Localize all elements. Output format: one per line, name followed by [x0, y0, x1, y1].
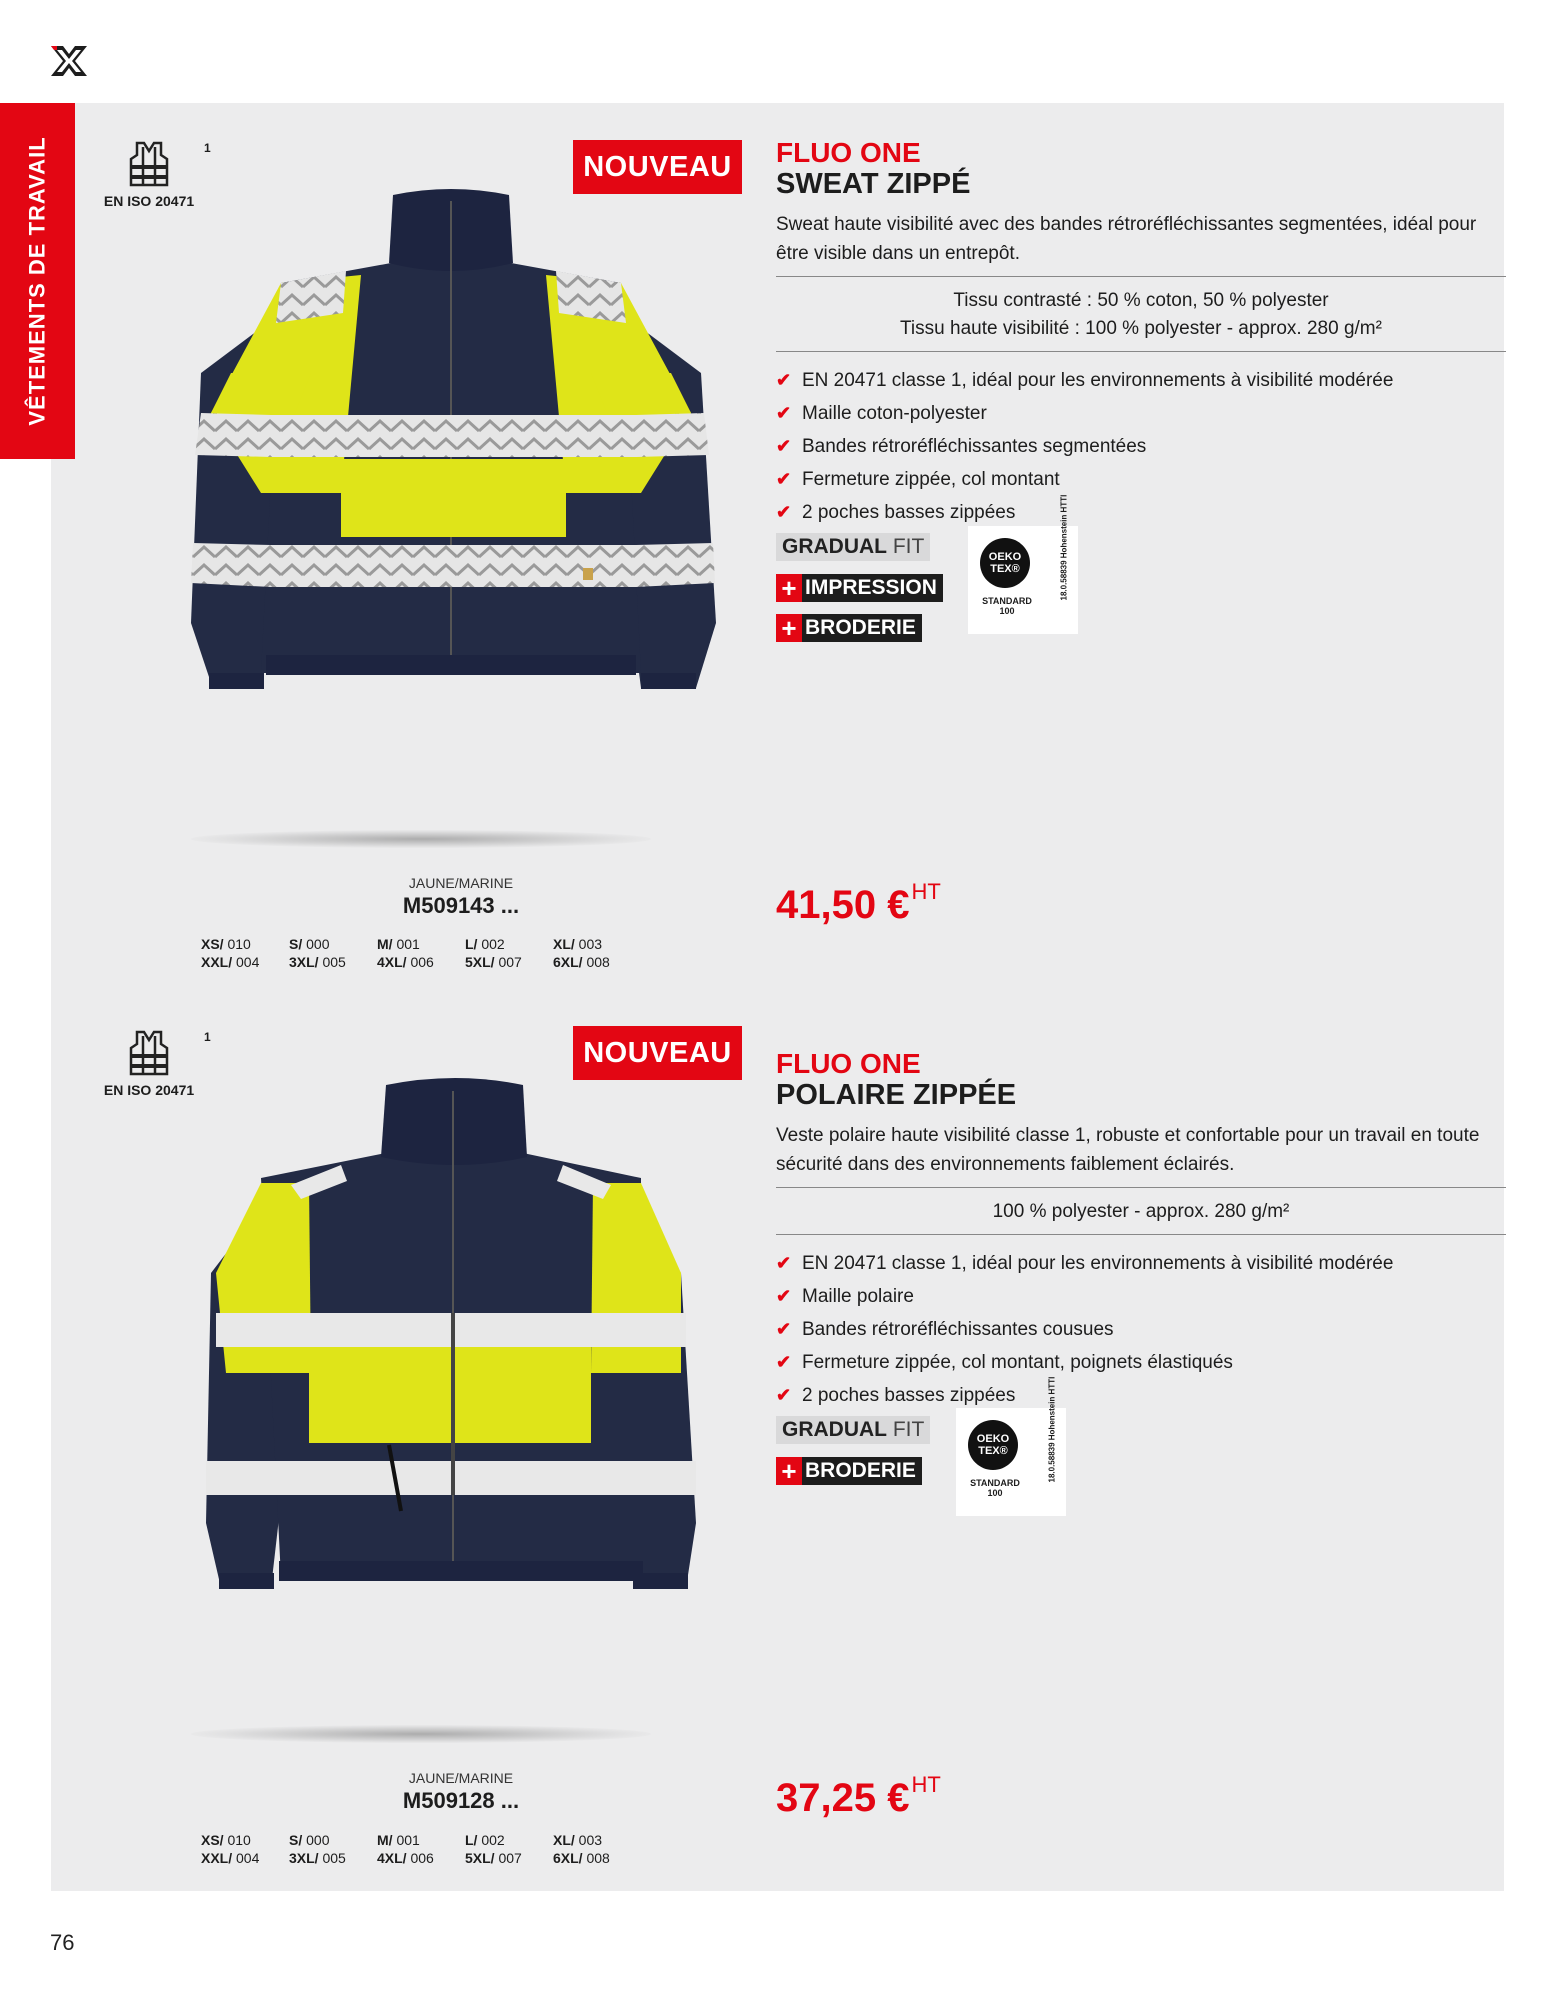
product-price: 37,25 €$^{HT}$: [776, 1772, 941, 1820]
product-reference: M509143 ...: [402, 893, 520, 918]
size-item: XL/ 003: [553, 1832, 603, 1848]
product-line: FLUO ONE: [776, 1048, 921, 1079]
embroidery-tag: + BRODERIE: [776, 1457, 922, 1485]
check-icon: ✔: [776, 436, 792, 456]
size-item: 4XL/ 006: [377, 954, 434, 970]
size-item: 5XL/ 007: [465, 954, 522, 970]
certification-class: 1: [204, 141, 211, 155]
size-item: 4XL/ 006: [377, 1850, 434, 1866]
spec-line: Tissu haute visibilité : 100 % polyester - approx. 280 g/m²: [900, 318, 1382, 339]
feature-item: ✔ Fermeture zippée, col montant: [776, 463, 1506, 496]
size-item: M/ 001: [377, 936, 420, 952]
certification-class: 1: [204, 1030, 211, 1044]
size-item: S/ 000: [289, 936, 330, 952]
spec-line: 100 % polyester - approx. 280 g/m²: [992, 1201, 1290, 1222]
product-title: POLAIRE ZIPPÉE: [776, 1079, 1017, 1111]
product-image-fleece-zip: [171, 1073, 731, 1693]
feature-list: [776, 1247, 1506, 1412]
feature-list: [776, 364, 1506, 529]
print-tag: + IMPRESSION: [776, 574, 943, 602]
feature-item: ✔ EN 20471 classe 1, idéal pour les environnements à visibilité modérée: [776, 364, 1506, 397]
product-shadow: [191, 1725, 651, 1743]
size-item: XS/ 010: [201, 1832, 251, 1848]
size-item: 6XL/ 008: [553, 954, 610, 970]
feature-item: ✔ EN 20471 classe 1, idéal pour les environnements à visibilité modérée: [776, 1247, 1506, 1280]
size-item: 3XL/ 005: [289, 1850, 346, 1866]
product-card: [51, 1003, 1504, 1891]
brand-x-logo-icon: [48, 40, 90, 82]
product-shadow: [191, 830, 651, 848]
page-number: 76: [50, 1930, 75, 1955]
size-grid: [201, 936, 641, 970]
check-icon: ✔: [776, 1352, 792, 1372]
product-description: Veste polaire haute visibilité classe 1, robuste et confortable pour un travail en toute sécurité dans des environnements faiblement éclairés.: [776, 1125, 1480, 1175]
product-info: [776, 138, 1506, 643]
product-line: FLUO ONE: [776, 137, 921, 168]
size-item: XXL/ 004: [201, 1850, 260, 1866]
size-item: L/ 002: [465, 1832, 505, 1848]
check-icon: ✔: [776, 370, 792, 390]
fit-tag: GRADUAL FIT: [776, 533, 930, 561]
size-item: 5XL/ 007: [465, 1850, 522, 1866]
section-side-tab-label: VÊTEMENTS DE TRAVAIL: [24, 136, 50, 426]
new-badge: NOUVEAU: [573, 1026, 742, 1080]
product-title: SWEAT ZIPPÉ: [776, 168, 971, 200]
oeko-tex-logo-icon: OEKO TEX®: [980, 538, 1030, 588]
oeko-tex-logo-icon: OEKO TEX®: [968, 1420, 1018, 1470]
product-description: Sweat haute visibilité avec des bandes rétroréfléchissantes segmentées, idéal pour être visible dans un entrepôt.: [776, 214, 1477, 264]
feature-item: ✔ Fermeture zippée, col montant, poignets élastiqués: [776, 1346, 1506, 1379]
product-image-sweat-zip: [171, 183, 731, 803]
feature-item: ✔ 2 poches basses zippées: [776, 496, 1506, 529]
feature-item: ✔ 2 poches basses zippées: [776, 1379, 1506, 1412]
spec-line: Tissu contrasté : 50 % coton, 50 % polyester: [953, 290, 1329, 311]
color-name: JAUNE/MARINE: [408, 1770, 514, 1786]
feature-item: ✔ Maille polaire: [776, 1280, 1506, 1313]
hi-vis-vest-icon: [129, 141, 169, 187]
new-badge: NOUVEAU: [573, 140, 742, 194]
certification-label: EN ISO 20471: [103, 193, 195, 209]
product-price: 41,50 €$^{HT}$: [776, 879, 941, 927]
check-icon: ✔: [776, 502, 792, 522]
size-item: S/ 000: [289, 1832, 330, 1848]
hi-vis-vest-icon: [129, 1030, 169, 1076]
feature-item: ✔ Bandes rétroréfléchissantes cousues: [776, 1313, 1506, 1346]
fabric-specs: [776, 1187, 1506, 1235]
product-info: [776, 1049, 1506, 1526]
check-icon: ✔: [776, 469, 792, 489]
product-card: [51, 103, 1504, 1003]
size-item: M/ 001: [377, 1832, 420, 1848]
size-item: 6XL/ 008: [553, 1850, 610, 1866]
size-item: XXL/ 004: [201, 954, 260, 970]
oeko-tex-label: OEKO TEX® STANDARD 100 18.0.58839 Hohenstein HTTI: [956, 1408, 1066, 1516]
plus-icon: +: [776, 614, 802, 642]
check-icon: ✔: [776, 1319, 792, 1339]
size-item: 3XL/ 005: [289, 954, 346, 970]
feature-item: ✔ Maille coton-polyester: [776, 397, 1506, 430]
size-item: XL/ 003: [553, 936, 603, 952]
feature-item: ✔ Bandes rétroréfléchissantes segmentées: [776, 430, 1506, 463]
check-icon: ✔: [776, 1385, 792, 1405]
check-icon: ✔: [776, 403, 792, 423]
certification-label: EN ISO 20471: [103, 1082, 195, 1098]
fit-tag: GRADUAL FIT: [776, 1416, 930, 1444]
size-item: XS/ 010: [201, 936, 251, 952]
check-icon: ✔: [776, 1286, 792, 1306]
size-item: L/ 002: [465, 936, 505, 952]
size-grid: [201, 1832, 641, 1866]
oeko-tex-label: OEKO TEX® STANDARD 100 18.0.58839 Hohenstein HTTI: [968, 526, 1078, 634]
color-name: JAUNE/MARINE: [408, 875, 514, 891]
embroidery-tag: + BRODERIE: [776, 614, 922, 642]
plus-icon: +: [776, 1457, 802, 1485]
plus-icon: +: [776, 574, 802, 602]
product-reference: M509128 ...: [402, 1788, 520, 1813]
check-icon: ✔: [776, 1253, 792, 1273]
fabric-specs: [776, 276, 1506, 352]
